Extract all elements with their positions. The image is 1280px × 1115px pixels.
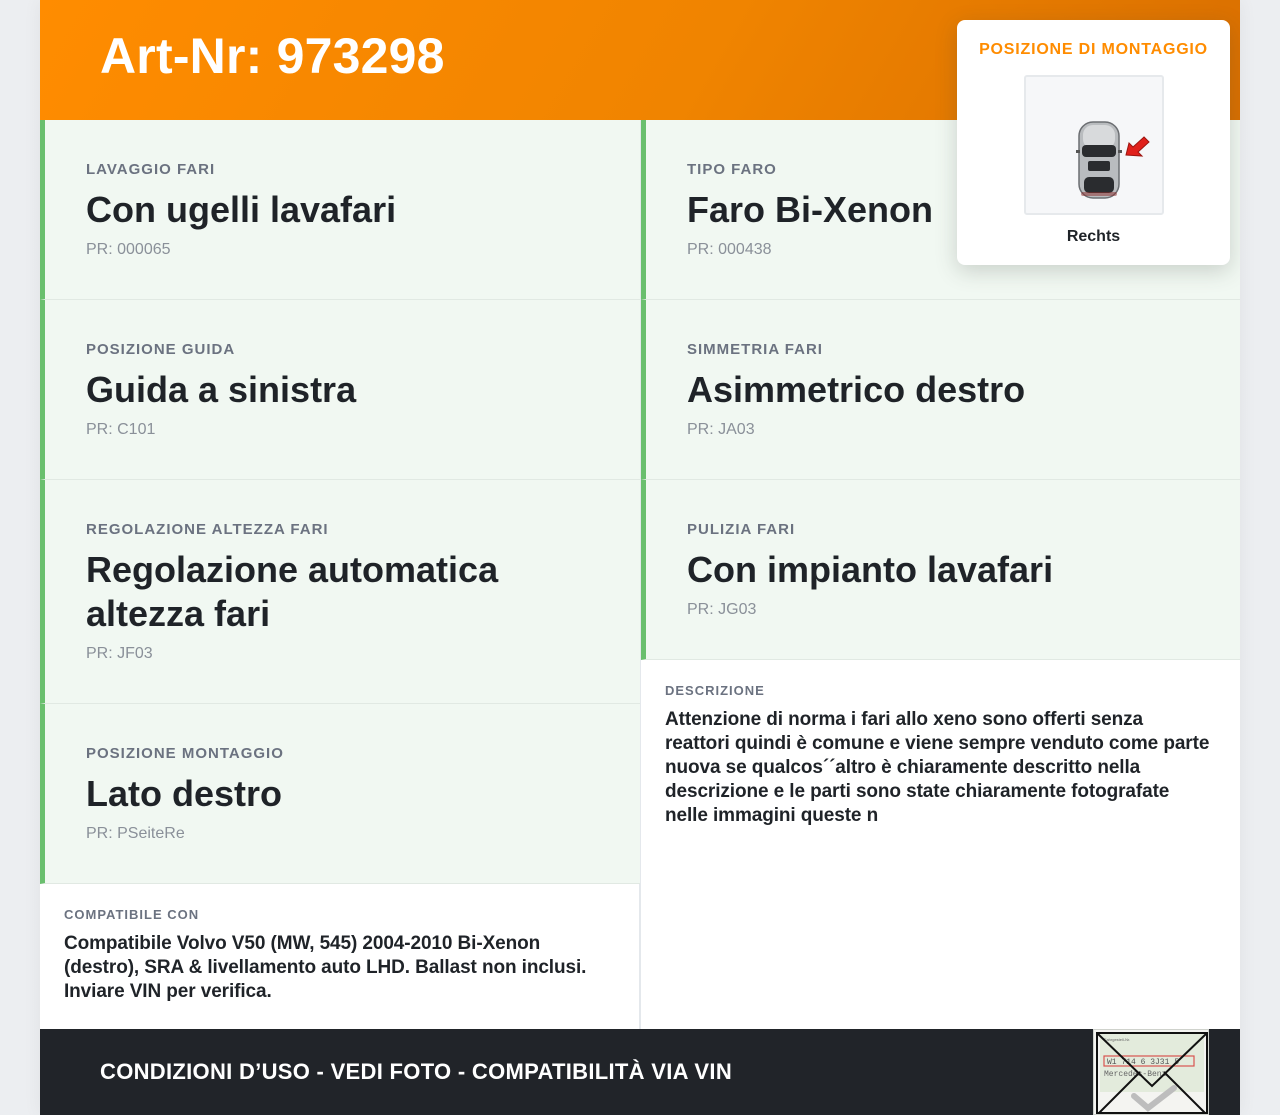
- attribute-code: PR: 000065: [86, 241, 171, 258]
- description-label: DESCRIZIONE: [665, 683, 765, 698]
- attribute-label: LAVAGGIO FARI: [86, 161, 216, 178]
- mounting-card-title: POSIZIONE DI MONTAGGIO: [979, 41, 1208, 58]
- attribute-value: Con impianto lavafari: [687, 549, 1054, 590]
- arrow-pointing-left-icon: [1124, 135, 1152, 159]
- article-number-title: Art-Nr: 973298: [100, 28, 445, 84]
- attributes-left-column: [40, 120, 640, 884]
- mounting-position-card: [957, 20, 1230, 265]
- attribute-value: Lato destro: [86, 773, 283, 814]
- attribute-regolazione-altezza-fari: [40, 480, 640, 704]
- attribute-code: PR: JF03: [86, 645, 153, 662]
- attribute-label: SIMMETRIA FARI: [687, 341, 823, 358]
- compatibility-section: [40, 884, 640, 1029]
- car-position-image: [1024, 75, 1164, 215]
- compatibility-text: Compatibile Volvo V50 (MW, 545) 2004-2010 Bi-Xenon (destro), SRA & livellamento auto LHD. Ballast non inclusi. Inviare VIN per verifica.: [64, 933, 587, 1002]
- attribute-label: POSIZIONE GUIDA: [86, 341, 236, 358]
- attribute-value: Guida a sinistra: [86, 369, 357, 410]
- vin-envelope-icon: [1093, 1029, 1209, 1115]
- attribute-label: PULIZIA FARI: [687, 521, 796, 538]
- attribute-label: TIPO FARO: [687, 161, 777, 178]
- attribute-label: REGOLAZIONE ALTEZZA FARI: [86, 521, 329, 538]
- attribute-value: Faro Bi-Xenon: [687, 189, 934, 230]
- attribute-value: Con ugelli lavafari: [86, 189, 397, 230]
- mounting-side-caption: Rechts: [1066, 228, 1121, 245]
- attribute-label: POSIZIONE MONTAGGIO: [86, 745, 284, 762]
- description-text: Attenzione di norma i fari allo xeno sono offerti senza reattori quindi è comune e viene sempre venduto come parte nuova se qualcos´´altro è chiaramente descritto nella descrizione e le parti sono state chiaramente fotografate nelle immagini queste n: [665, 709, 1210, 826]
- attribute-posizione-montaggio: [40, 704, 640, 884]
- attribute-code: PR: 000438: [687, 241, 772, 258]
- svg-text:W1 714 6 3J31 5: W1 714 6 3J31 5: [1107, 1058, 1180, 1067]
- attribute-code: PR: C101: [86, 421, 156, 438]
- attribute-simmetria-fari: [641, 300, 1240, 480]
- svg-text:Mercedes-Benz: Mercedes-Benz: [1104, 1070, 1167, 1079]
- vin-envelope-graphic: [1094, 1030, 1209, 1115]
- attribute-lavaggio-fari: [40, 120, 640, 300]
- attribute-value: Regolazione automatica altezza fari: [86, 549, 499, 634]
- attribute-code: PR: JA03: [687, 421, 755, 438]
- product-sheet: [40, 0, 1240, 1115]
- attribute-pulizia-fari: [641, 480, 1240, 660]
- attribute-code: PR: PSeiteRe: [86, 825, 185, 842]
- svg-text:Fahrgestell-Nr.: Fahrgestell-Nr.: [1104, 1037, 1131, 1042]
- compatibility-label: COMPATIBILE CON: [64, 907, 200, 922]
- description-section: [640, 660, 1240, 1029]
- attribute-posizione-guida: [40, 300, 640, 480]
- attribute-value: Asimmetrico destro: [687, 369, 1026, 410]
- footer-conditions-text: CONDIZIONI D’USO - VEDI FOTO - COMPATIBILITÀ VIA VIN: [100, 1059, 733, 1084]
- attribute-code: PR: JG03: [687, 601, 757, 618]
- footer-bar: [40, 1029, 1240, 1115]
